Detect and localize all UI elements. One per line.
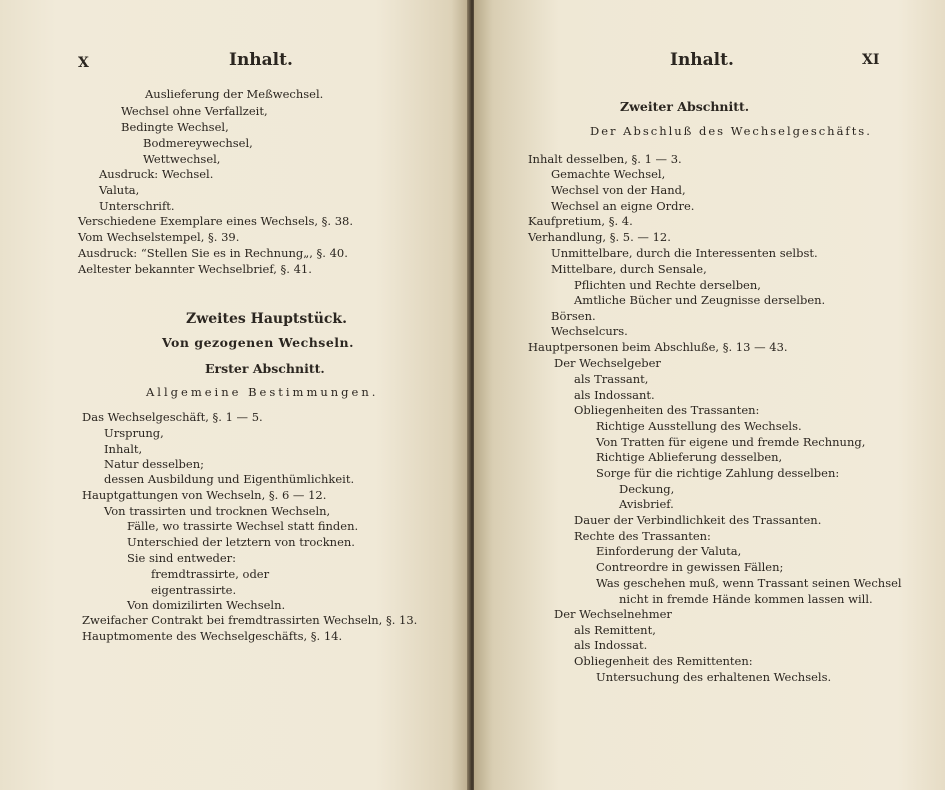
page-number: XI <box>862 52 880 68</box>
toc-entry: Rechte des Trassanten: <box>574 529 711 543</box>
toc-entry: Wechsel ohne Verfallzeit, <box>121 104 268 118</box>
toc-entry: Wechselcurs. <box>551 324 628 338</box>
toc-entry: Der Wechselnehmer <box>554 607 672 621</box>
toc-entry: Von domizilirten Wechseln. <box>127 598 286 612</box>
toc-entry: als Remittent, <box>574 623 656 637</box>
running-header: Inhalt. <box>670 50 734 70</box>
toc-entry: Von Tratten für eigene und fremde Rechnung, <box>596 435 866 449</box>
toc-entry: Sie sind entweder: <box>127 551 237 565</box>
toc-entry: Unmittelbare, durch die Interessenten selbst. <box>551 246 818 260</box>
toc-entry: Amtliche Bücher und Zeugnisse derselben. <box>574 293 826 307</box>
toc-entry: Natur desselben; <box>104 457 205 471</box>
toc-entry: dessen Ausbildung und Eigenthümlichkeit. <box>104 472 355 486</box>
toc-entry: Contreordre in gewissen Fällen; <box>596 560 784 574</box>
toc-entry: Verhandlung, §. 5. — 12. <box>528 230 671 244</box>
toc-entry: Auslieferung der Meßwechsel. <box>145 87 324 101</box>
toc-entry: Verschiedene Exemplare eines Wechsels, §. 38. <box>78 214 354 228</box>
toc-entry: Gemachte Wechsel, <box>551 167 666 181</box>
toc-entry: Ausdruck: “Stellen Sie es in Rechnung„, §. 40. <box>78 246 348 260</box>
toc-entry: Ursprung, <box>104 426 164 440</box>
toc-entry: Börsen. <box>551 309 596 323</box>
toc-entry: Bedingte Wechsel, <box>121 120 229 134</box>
section-subtitle: Allgemeine Bestimmungen. <box>146 385 379 399</box>
chapter-subtitle: Von gezogenen Wechseln. <box>162 335 354 350</box>
toc-entry: Wettwechsel, <box>143 152 221 166</box>
page-number: X <box>78 55 89 71</box>
toc-entry: Inhalt, <box>104 442 143 456</box>
left-page <box>0 0 470 790</box>
toc-entry: Valuta, <box>99 183 140 197</box>
section-title: Zweiter Abschnitt. <box>620 99 750 114</box>
chapter-title: Zweites Hauptstück. <box>186 311 347 327</box>
running-header: Inhalt. <box>229 50 293 70</box>
toc-entry: Avisbrief. <box>619 497 674 511</box>
toc-entry: nicht in fremde Hände kommen lassen will. <box>619 592 873 606</box>
toc-entry: Wechsel von der Hand, <box>551 183 686 197</box>
toc-entry: Das Wechselgeschäft, §. 1 — 5. <box>82 410 263 424</box>
toc-entry: Hauptgattungen von Wechseln, §. 6 — 12. <box>82 488 327 502</box>
toc-entry: Bodmereywechsel, <box>143 136 253 150</box>
section-subtitle: Der Abschluß des Wechselgeschäfts. <box>590 124 872 138</box>
toc-entry: Unterschied der letztern von trocknen. <box>127 535 355 549</box>
toc-entry: Hauptmomente des Wechselgeschäfts, §. 14. <box>82 629 343 643</box>
toc-entry: Deckung, <box>619 482 675 496</box>
toc-entry: als Indossat. <box>574 638 648 652</box>
toc-entry: Untersuchung des erhaltenen Wechsels. <box>596 670 832 684</box>
toc-entry: fremdtrassirte, oder <box>151 567 270 581</box>
toc-entry: Fälle, wo trassirte Wechsel statt finden. <box>127 519 359 533</box>
toc-entry: Dauer der Verbindlichkeit des Trassanten. <box>574 513 822 527</box>
toc-entry: Mittelbare, durch Sensale, <box>551 262 707 276</box>
right-page <box>474 0 945 790</box>
toc-entry: Hauptpersonen beim Abschluße, §. 13 — 43. <box>528 340 788 354</box>
toc-entry: Wechsel an eigne Ordre. <box>551 199 695 213</box>
toc-entry: Obliegenheiten des Trassanten: <box>574 403 760 417</box>
toc-entry: Der Wechselgeber <box>554 356 661 370</box>
toc-entry: als Trassant, <box>574 372 649 386</box>
section-title: Erster Abschnitt. <box>205 361 325 376</box>
toc-entry: eigentrassirte. <box>151 583 237 597</box>
toc-entry: Sorge für die richtige Zahlung desselben: <box>596 466 840 480</box>
toc-entry: Unterschrift. <box>99 199 175 213</box>
toc-entry: Ausdruck: Wechsel. <box>99 167 214 181</box>
toc-entry: Pflichten und Rechte derselben, <box>574 278 761 292</box>
toc-entry: Richtige Ausstellung des Wechsels. <box>596 419 802 433</box>
toc-entry: Vom Wechselstempel, §. 39. <box>78 230 240 244</box>
toc-entry: Obliegenheit des Remittenten: <box>574 654 753 668</box>
toc-entry: Von trassirten und trocknen Wechseln, <box>104 504 331 518</box>
toc-entry: als Indossant. <box>574 388 655 402</box>
toc-entry: Was geschehen muß, wenn Trassant seinen Wechsel <box>596 576 902 590</box>
toc-entry: Aeltester bekannter Wechselbrief, §. 41. <box>78 262 312 276</box>
toc-entry: Kaufpretium, §. 4. <box>528 214 633 228</box>
toc-entry: Einforderung der Valuta, <box>596 544 742 558</box>
toc-entry: Inhalt desselben, §. 1 — 3. <box>528 152 682 166</box>
toc-entry: Richtige Ablieferung desselben, <box>596 450 783 464</box>
toc-entry: Zweifacher Contrakt bei fremdtrassirten Wechseln, §. 13. <box>82 613 418 627</box>
